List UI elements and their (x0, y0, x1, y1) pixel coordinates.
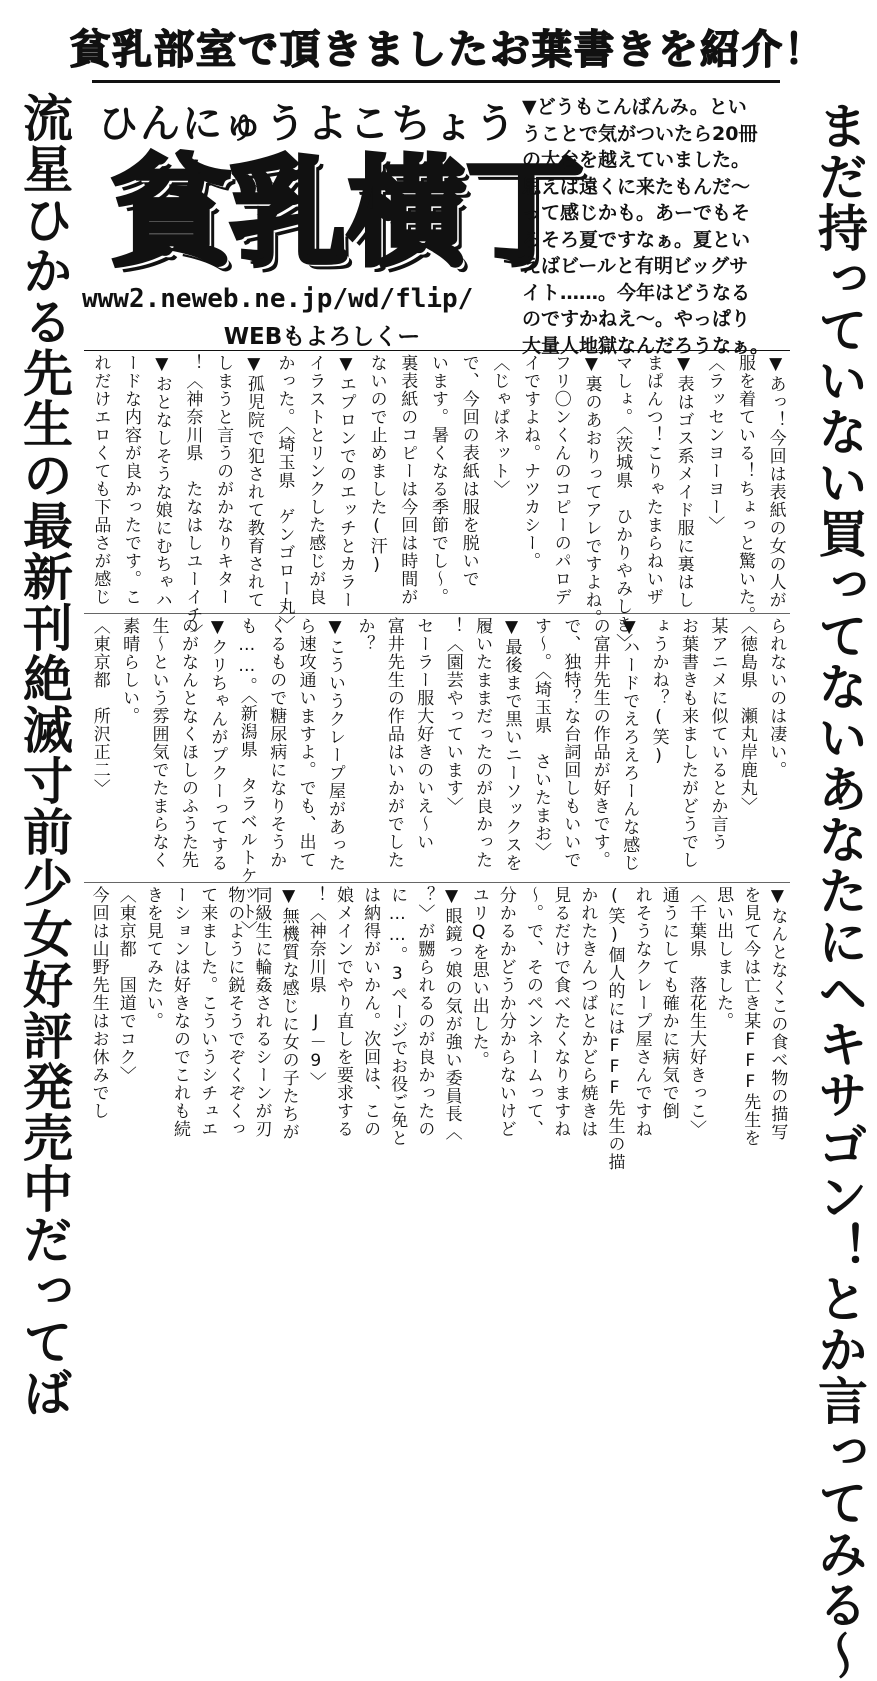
left-banner: 流星ひかる先生の最新刊絶滅寸前少女好評発売中だってば (15, 92, 73, 1418)
letter-column: 〈ラッセンヨーヨー〉 (704, 354, 725, 534)
letter-column: ！〈園芸やっています〉 (442, 617, 463, 815)
letter-column: ▼クリちゃんがプクーってする (207, 617, 228, 872)
web-caption: WEBもよろしくー (223, 324, 421, 350)
letter-column: います。暑くなる季節でし〜。 (428, 354, 448, 606)
letter-column: 今回は山野先生はお休みでし (88, 886, 109, 1120)
letter-column: す〜。〈埼玉県 さいたまお〉 (530, 617, 551, 861)
intro-line: イト……。今年はどうなる (522, 281, 751, 304)
letter-column: 通うにしても確かに病気で倒 (658, 886, 679, 1120)
letter-column: 履いたままだったのが良かった (472, 617, 493, 869)
letter-column: か？ (354, 617, 375, 653)
letter-column: 見るだけで食べたくなりますね (550, 886, 571, 1138)
letter-column: イラストとリンクした感じが良 (305, 354, 326, 606)
letter-column: ないので止めました(汗) (366, 354, 387, 576)
intro-line: うことで気がついたら20冊 (522, 122, 758, 145)
letter-column: ▼なんとなくこの食べ物の描写 (767, 886, 788, 1141)
letter-column: 〜。で、そのペンネームって、 (523, 886, 544, 1138)
letter-column: 物のように鋭そうでぞくぞくっ (224, 886, 245, 1138)
letter-column: イですよね。ナツカシー。 (520, 354, 541, 570)
letter-column: まぱんつ！こりゃたまらねいザ (642, 354, 663, 606)
letter-column: 素晴らしい。 (119, 617, 140, 725)
letter-column: の富井先生の作品が好きです。 (589, 617, 610, 869)
letter-column: セーラー服大好きのいえ〜い (413, 617, 434, 851)
intro-line: の大台を越えていました。 (522, 149, 751, 171)
page-title: 貧乳部室で頂きましたお葉書きを紹介！ (70, 27, 826, 73)
letter-column: ！〈神奈川県 J－9〉 (305, 886, 326, 1090)
letter-column: れそうなクレープ屋さんですね (631, 886, 652, 1138)
letter-column: られないのは凄い。 (766, 617, 787, 779)
letter-column: に……。3ページでお役ご免と (387, 886, 408, 1147)
logo-block (82, 92, 585, 350)
letter-column: ードな内容が良かったです。こ (121, 354, 142, 606)
letter-column: 〈千葉県 落花生大好きっこ〉 (685, 886, 706, 1138)
letter-column: お葉書きも来ましたがどうでし (678, 617, 699, 869)
letter-column: かれたきんつばとかどら焼きは (577, 886, 598, 1138)
letter-column: ▼こういうクレープ屋があった (325, 617, 346, 872)
right-banner: まだ持っていない買ってないあなたにヘキサゴン！とか言ってみる〜 (810, 100, 868, 1681)
section-divider (84, 882, 790, 883)
letter-column: を見て今は亡き某FFF先生を (740, 886, 761, 1147)
letter-column: ーションは好きなのでこれも続 (170, 886, 191, 1138)
letter-column: れだけエロくても下品さが感じ (90, 354, 111, 606)
letter-column: (笑)個人的にはFFF先生の描 (604, 886, 625, 1171)
letter-column: ▼エプロンでのエッチとカラー (335, 354, 356, 609)
letter-column: ▼ハードでえろえろーんな感じ (619, 617, 640, 872)
website-url: www2.neweb.ne.jp/wd/flip/ (82, 284, 474, 314)
letter-column: マしょ。〈茨城県 ひかりやみしき〉 (612, 354, 633, 652)
letter-column: て来ました。こういうシチュエ (197, 886, 218, 1138)
letter-column: ユリQを思い出した。 (468, 886, 489, 1069)
letter-column: 同級生に輪姦されるシーンが刃 (251, 886, 272, 1138)
intro-paragraph (522, 94, 792, 357)
letter-column: ょうかね？(笑) (648, 617, 669, 767)
letter-column: かった。〈埼玉県 ゲンゴロー丸〉 (274, 354, 295, 634)
letter-column: 生〜という雰囲気でたまらなく (148, 617, 169, 869)
letter-column: のがなんとなくほしのふうた先 (177, 617, 198, 869)
letter-column: くるもので糖尿病になりそうか (266, 617, 287, 869)
letter-column: ▼おとなしそうな娘にむちゃハ (151, 354, 172, 609)
letter-column: ▼裏のあおりってアレですよね。 (581, 354, 602, 627)
logo-kana: ひんにゅうよこちょう (98, 101, 518, 147)
intro-line: 思えば遠くに来たもんだ〜 (522, 175, 751, 198)
letter-column: 〈東京都 所沢正二〉 (89, 617, 110, 797)
letter-column: 裏表紙のコピーは今回は時間が (397, 354, 418, 606)
letter-column: ▼眼鏡っ娘の気が強い委員長〈 (441, 886, 462, 1141)
letter-column: は納得がいかん。次回は、この (360, 886, 381, 1138)
letter-column: 富井先生の作品はいかがでした (383, 617, 404, 869)
letter-column: 思い出しました。 (713, 886, 734, 1030)
letter-column: 娘メインでやり直しを要求する (332, 886, 353, 1138)
logo-title: 貧乳横丁 (112, 144, 585, 282)
letter-column: 〈東京都 国道でコク〉 (115, 886, 136, 1084)
letter-column: ？〉が嬲られるのが良かったの (414, 886, 435, 1138)
letter-column: 某アニメに似ているとか言う (707, 617, 728, 851)
intro-line: ろそろ夏ですなぁ。夏とい (522, 228, 751, 251)
letter-column: ら速攻通いますよ。でも、出て (295, 617, 316, 869)
letter-column: 〈じゃぱネット〉 (489, 354, 510, 498)
letter-column: も……。〈新潟県 タラベルトケット〉 (236, 617, 257, 939)
letter-column: ▼無機質な感じに女の子たちが (278, 886, 299, 1141)
letter-column: きを見てみたい。 (142, 886, 163, 1030)
letter-column: ▼最後まで黒いニーソックスを (501, 617, 522, 872)
letter-column: で、独特？な台詞回しもいいで (560, 617, 581, 869)
letter-column: しまうと言うのがかなりキター (213, 354, 234, 606)
intro-line: 大量人地獄なんだろうなぁ。 (522, 334, 770, 357)
letter-column: ！〈神奈川県 たなはしユーイチ〉 (182, 354, 203, 642)
letter-column: フリ〇ンくんのコピーのパロデ (550, 354, 571, 606)
letter-column: 〈徳島県 瀬丸岸鹿丸〉 (736, 617, 757, 815)
letter-column: で、今回の表紙は服を脱いで (458, 354, 479, 588)
intro-line: って感じかも。あーでもそ (522, 202, 751, 224)
letter-column: ▼孤児院で犯されて教育されて (243, 354, 264, 609)
intro-line: えばビールと有明ビッグサ (522, 255, 749, 277)
title-underline (92, 80, 780, 83)
intro-line: ▼どうもこんばんみ。とい (522, 96, 747, 118)
letter-column: ▼あっ！今回は表紙の女の人が (765, 354, 786, 609)
letter-column: 服を着ている！ちょっと驚いた。 (734, 354, 755, 624)
intro-line: のですかねえ〜。やっぱり (522, 308, 751, 330)
letter-column: ▼表はゴス系メイド服に裏はし (673, 354, 694, 609)
letter-column: 分かるかどうか分からないけど (495, 886, 516, 1138)
section-divider (84, 350, 790, 351)
